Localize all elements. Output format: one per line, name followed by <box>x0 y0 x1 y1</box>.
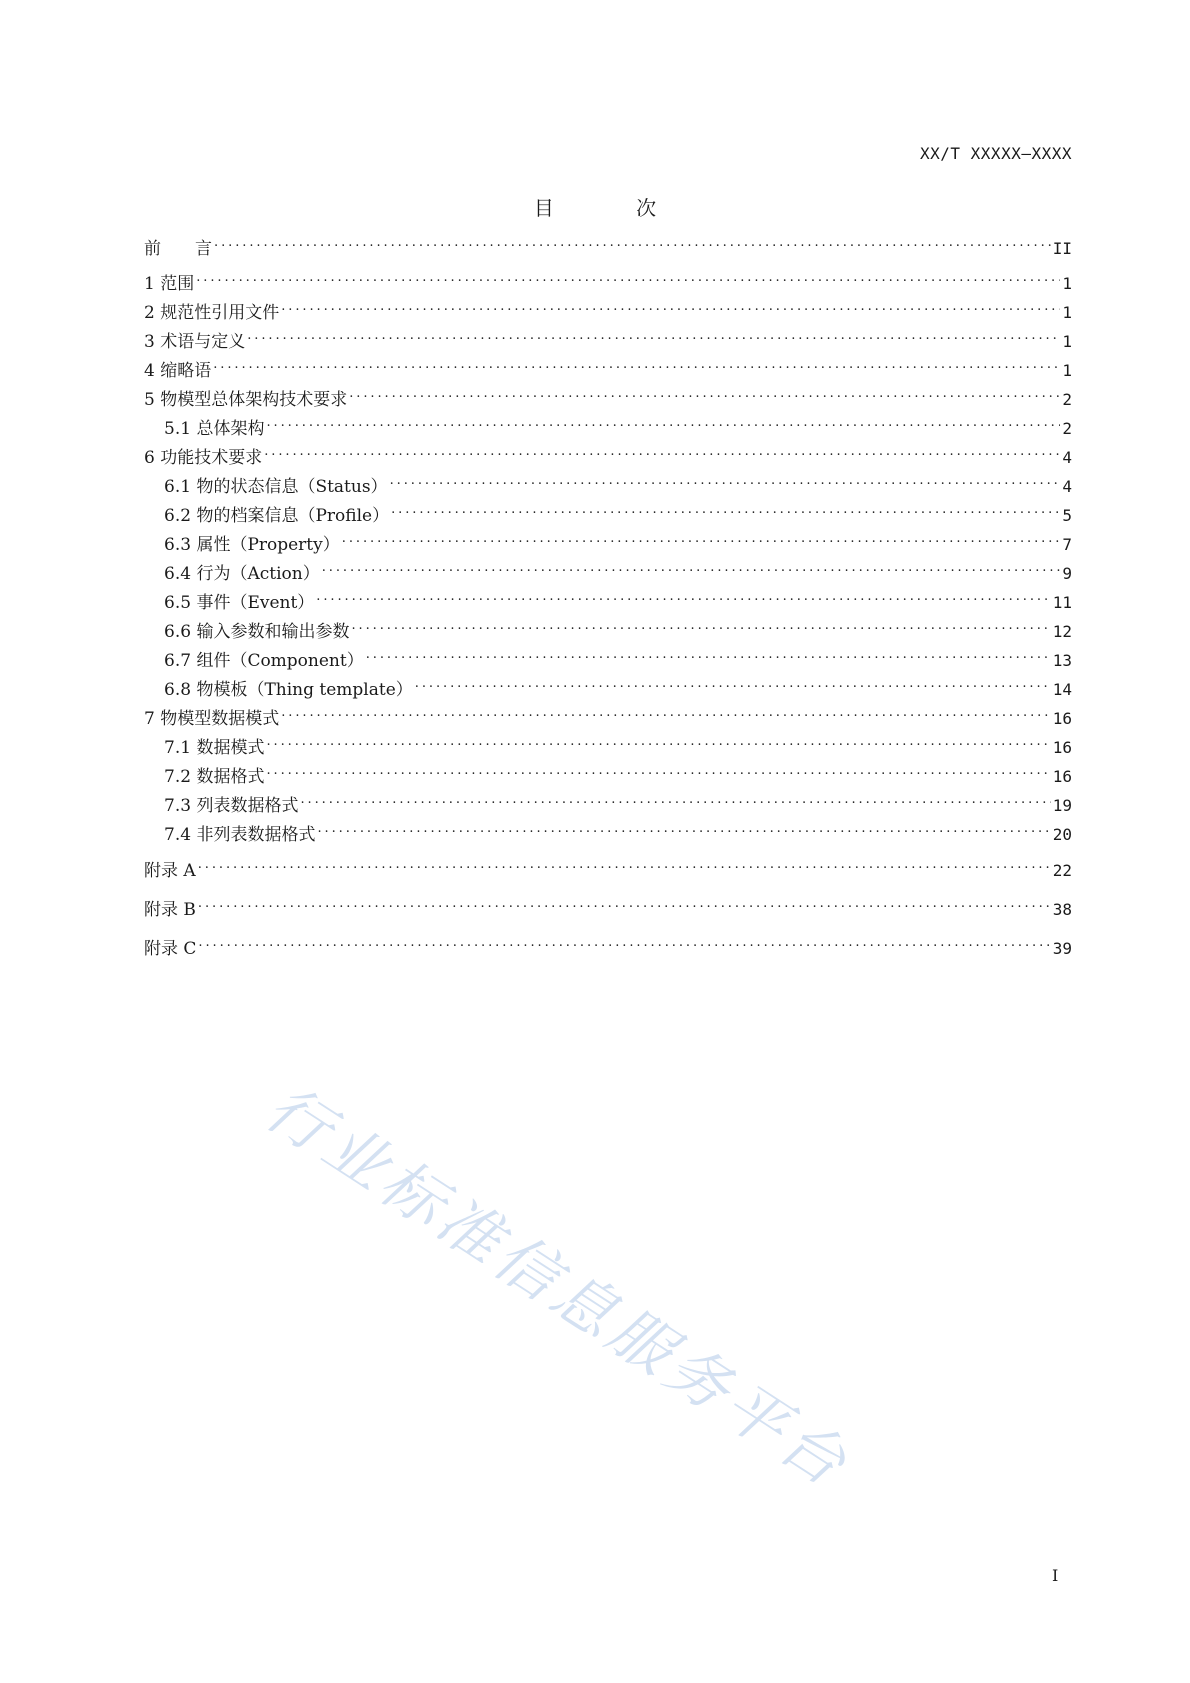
toc-entry-6-3[interactable] <box>164 528 1072 556</box>
dot-leader <box>196 267 1060 289</box>
toc-entry-page: 19 <box>1052 796 1072 815</box>
toc-entry-label: 5 物模型总体架构技术要求 <box>144 390 348 410</box>
toc-entry-label: 6.1 物的状态信息（Status） <box>164 477 388 497</box>
toc-entry-page: 11 <box>1052 593 1072 612</box>
toc-entry-label: 6 功能技术要求 <box>144 448 263 468</box>
toc-entry-page: 1 <box>1062 274 1072 293</box>
dot-leader <box>198 854 1051 876</box>
dot-leader <box>266 731 1050 753</box>
dot-leader <box>281 296 1060 318</box>
toc-entry-page: 9 <box>1062 564 1072 583</box>
dot-leader <box>213 354 1060 376</box>
toc-entry-page: 5 <box>1062 506 1072 525</box>
document-code-header: XX/T XXXXX—XXXX <box>920 144 1072 163</box>
dot-leader <box>266 412 1060 434</box>
toc-entry-label: 6.3 属性（Property） <box>164 535 340 555</box>
toc-entry-foreword[interactable] <box>144 232 1072 260</box>
page-number: I <box>1052 1566 1059 1585</box>
toc-entry-6-6[interactable] <box>164 615 1072 643</box>
toc-entry-6-2[interactable] <box>164 499 1072 527</box>
toc-entry-6-4[interactable] <box>164 557 1072 585</box>
toc-entry-page: 16 <box>1052 738 1072 757</box>
toc-entry-page: 1 <box>1062 361 1072 380</box>
toc-entry-6-5[interactable] <box>164 586 1072 614</box>
toc-entry-page: 20 <box>1052 825 1072 844</box>
toc-entry-page: 16 <box>1052 767 1072 786</box>
toc-entry-label: 6.6 输入参数和输出参数 <box>164 622 350 642</box>
toc-entry-terms[interactable] <box>144 325 1072 353</box>
toc-entry-functional-requirements[interactable] <box>144 441 1072 469</box>
toc-entry-7-1[interactable] <box>164 731 1072 759</box>
toc-entry-6-1[interactable] <box>164 470 1072 498</box>
dot-leader <box>264 441 1060 463</box>
dot-leader <box>366 644 1051 666</box>
toc-entry-page: 38 <box>1052 900 1072 919</box>
toc-entry-label: 6.2 物的档案信息（Profile） <box>164 506 390 526</box>
toc-entry-label: 6.7 组件（Component） <box>164 651 364 671</box>
toc-entry-page: 16 <box>1052 709 1072 728</box>
dot-leader <box>391 499 1060 521</box>
toc-entry-data-schema[interactable] <box>144 702 1072 730</box>
dot-leader <box>322 557 1061 579</box>
toc-entry-page: 1 <box>1062 303 1072 322</box>
toc-entry-label: 附录 C <box>144 939 197 959</box>
toc-entry-appendix-a[interactable] <box>144 854 1072 882</box>
toc-entry-page: 4 <box>1062 477 1072 496</box>
toc-entry-page: 13 <box>1052 651 1072 670</box>
toc-entry-page: II <box>1052 239 1072 258</box>
toc-entry-page: 14 <box>1052 680 1072 699</box>
toc-entry-label: 3 术语与定义 <box>144 332 246 352</box>
toc-entry-page: 12 <box>1052 622 1072 641</box>
toc-entry-page: 22 <box>1052 861 1072 880</box>
toc-entry-page: 2 <box>1062 390 1072 409</box>
toc-entry-label: 1 范围 <box>144 274 195 294</box>
dot-leader <box>342 528 1061 550</box>
toc-entry-7-4[interactable] <box>164 818 1072 846</box>
toc-entry-label: 7 物模型数据模式 <box>144 709 280 729</box>
dot-leader <box>198 932 1050 954</box>
dot-leader <box>316 586 1050 608</box>
toc-entry-label: 7.4 非列表数据格式 <box>164 825 316 845</box>
toc-entry-label: 7.2 数据格式 <box>164 767 265 787</box>
dot-leader <box>415 673 1051 695</box>
toc-entry-label: 4 缩略语 <box>144 361 212 381</box>
dot-leader <box>247 325 1060 347</box>
dot-leader <box>390 470 1061 492</box>
toc-entry-normative-references[interactable] <box>144 296 1072 324</box>
toc-entry-6-7[interactable] <box>164 644 1072 672</box>
dot-leader <box>300 789 1050 811</box>
toc-entry-page: 4 <box>1062 448 1072 467</box>
toc-entry-5-1[interactable] <box>164 412 1072 440</box>
dot-leader <box>281 702 1051 724</box>
toc-entry-label: 附录 B <box>144 900 196 920</box>
toc-entry-label: 附录 A <box>144 861 196 881</box>
dot-leader <box>351 615 1050 637</box>
toc-title <box>0 192 1190 221</box>
toc-entry-label: 6.8 物模板（Thing template） <box>164 680 413 700</box>
watermark: 行业标准信息服务平台 <box>253 1070 864 1503</box>
toc-entry-scope[interactable] <box>144 267 1072 295</box>
toc-entry-label: 7.3 列表数据格式 <box>164 796 299 816</box>
toc-entry-page: 2 <box>1062 419 1072 438</box>
toc-entry-abbreviations[interactable] <box>144 354 1072 382</box>
toc-entry-label: 5.1 总体架构 <box>164 419 265 439</box>
toc-entry-label: 6.5 事件（Event） <box>164 593 315 613</box>
toc-entry-7-3[interactable] <box>164 789 1072 817</box>
toc-entry-page: 7 <box>1062 535 1072 554</box>
dot-leader <box>198 893 1051 915</box>
dot-leader <box>317 818 1050 840</box>
toc-entry-architecture[interactable] <box>144 383 1072 411</box>
dot-leader <box>266 760 1050 782</box>
toc-entry-6-8[interactable] <box>164 673 1072 701</box>
toc-entry-label: 前 言 <box>144 239 212 259</box>
toc-entry-label: 6.4 行为（Action） <box>164 564 320 584</box>
toc-entry-appendix-b[interactable] <box>144 893 1072 921</box>
toc-entry-appendix-c[interactable] <box>144 932 1072 960</box>
dot-leader <box>214 232 1051 254</box>
toc-entry-label: 2 规范性引用文件 <box>144 303 280 323</box>
dot-leader <box>349 383 1060 405</box>
toc-entry-page: 39 <box>1052 939 1072 958</box>
toc-title-text: 目 次 <box>533 196 695 220</box>
toc-entry-7-2[interactable] <box>164 760 1072 788</box>
toc-entry-page: 1 <box>1062 332 1072 351</box>
toc-entry-label: 7.1 数据模式 <box>164 738 265 758</box>
